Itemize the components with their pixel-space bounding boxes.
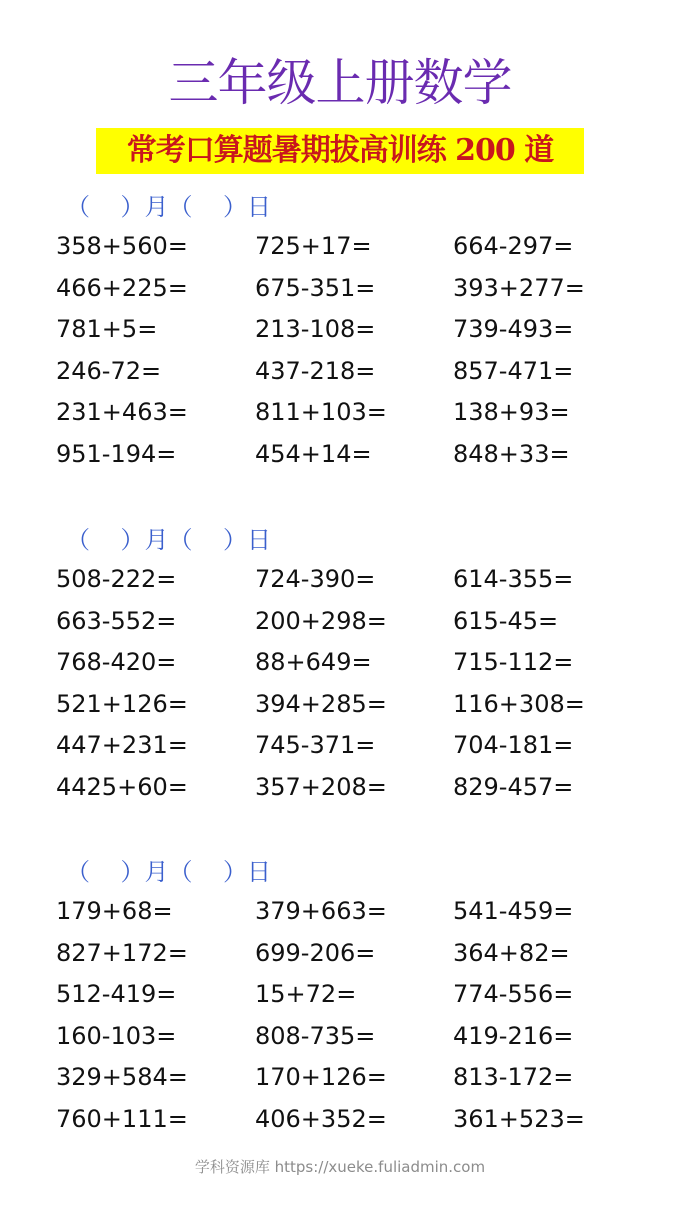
arithmetic-problem: 138+93=	[453, 398, 570, 427]
arithmetic-problem: 760+111=	[56, 1105, 188, 1133]
arithmetic-problem: 724-390=	[255, 565, 376, 593]
arithmetic-problem: 745-371=	[255, 731, 376, 760]
problem-row	[0, 645, 680, 679]
footer-watermark: 学科资源库 https://xueke.fuliadmin.com	[194, 1158, 486, 1176]
arithmetic-problem: 715-112=	[453, 648, 574, 677]
arithmetic-problem: 116+308=	[453, 689, 585, 718]
problem-row	[0, 395, 680, 429]
arithmetic-problem: 521+126=	[56, 689, 188, 718]
arithmetic-problem: 512-419=	[56, 980, 177, 1009]
arithmetic-problem: 675-351=	[255, 273, 376, 302]
date-label: （ ）月（ ）日	[66, 526, 272, 554]
problem-row	[0, 728, 680, 762]
arithmetic-problem: 774-556=	[453, 980, 574, 1009]
arithmetic-problem: 447+231=	[56, 731, 188, 760]
arithmetic-problem: 768-420=	[56, 648, 177, 677]
arithmetic-problem: 358+560=	[56, 232, 188, 260]
arithmetic-problem: 15+72=	[255, 980, 357, 1009]
problem-row	[0, 354, 680, 388]
problem-row	[0, 1019, 680, 1053]
arithmetic-problem: 827+172=	[56, 938, 188, 967]
arithmetic-problem: 664-297=	[453, 232, 574, 260]
arithmetic-problem: 88+649=	[255, 648, 372, 677]
arithmetic-problem: 857-471=	[453, 356, 574, 385]
arithmetic-problem: 394+285=	[255, 689, 387, 718]
subtitle-banner	[96, 128, 584, 174]
date-label: （ ）月（ ）日	[66, 193, 272, 221]
problem-row	[0, 437, 680, 471]
problem-row	[0, 562, 680, 596]
arithmetic-problem: 246-72=	[56, 356, 162, 385]
arithmetic-problem: 813-172=	[453, 1063, 574, 1092]
arithmetic-problem: 4425+60=	[56, 773, 188, 801]
arithmetic-problem: 454+14=	[255, 440, 372, 468]
problem-row	[0, 687, 680, 721]
arithmetic-problem: 437-218=	[255, 356, 376, 385]
arithmetic-problem: 829-457=	[453, 773, 574, 801]
arithmetic-problem: 160-103=	[56, 1021, 177, 1050]
arithmetic-problem: 393+277=	[453, 273, 585, 302]
arithmetic-problem: 466+225=	[56, 273, 188, 302]
arithmetic-problem: 699-206=	[255, 938, 376, 967]
date-label: （ ）月（ ）日	[66, 858, 272, 886]
arithmetic-problem: 179+68=	[56, 897, 173, 925]
arithmetic-problem: 848+33=	[453, 440, 570, 468]
problem-row	[0, 977, 680, 1011]
problem-row	[0, 894, 680, 928]
arithmetic-problem: 615-45=	[453, 606, 559, 635]
arithmetic-problem: 379+663=	[255, 897, 387, 925]
subtitle: 常考口算题暑期拔高训练 200 道	[126, 133, 554, 168]
problem-row	[0, 604, 680, 638]
arithmetic-problem: 329+584=	[56, 1063, 188, 1092]
problem-row	[0, 1060, 680, 1094]
arithmetic-problem: 739-493=	[453, 315, 574, 344]
arithmetic-problem: 419-216=	[453, 1021, 574, 1050]
arithmetic-problem: 781+5=	[56, 315, 158, 344]
arithmetic-problem: 231+463=	[56, 398, 188, 427]
problem-row	[0, 1102, 680, 1136]
arithmetic-problem: 200+298=	[255, 606, 387, 635]
arithmetic-problem: 364+82=	[453, 938, 570, 967]
arithmetic-problem: 811+103=	[255, 398, 387, 427]
problem-row	[0, 271, 680, 305]
arithmetic-problem: 808-735=	[255, 1021, 376, 1050]
arithmetic-problem: 541-459=	[453, 897, 574, 925]
arithmetic-problem: 406+352=	[255, 1105, 387, 1133]
arithmetic-problem: 614-355=	[453, 565, 574, 593]
problem-row	[0, 229, 680, 263]
arithmetic-problem: 663-552=	[56, 606, 177, 635]
arithmetic-problem: 951-194=	[56, 440, 177, 468]
arithmetic-problem: 213-108=	[255, 315, 376, 344]
arithmetic-problem: 357+208=	[255, 773, 387, 801]
arithmetic-problem: 704-181=	[453, 731, 574, 760]
arithmetic-problem: 725+17=	[255, 232, 372, 260]
problem-row	[0, 312, 680, 346]
arithmetic-problem: 508-222=	[56, 565, 177, 593]
problem-row	[0, 936, 680, 970]
arithmetic-problem: 170+126=	[255, 1063, 387, 1092]
page-title: 三年级上册数学	[168, 54, 512, 112]
arithmetic-problem: 361+523=	[453, 1105, 585, 1133]
problem-row	[0, 770, 680, 804]
